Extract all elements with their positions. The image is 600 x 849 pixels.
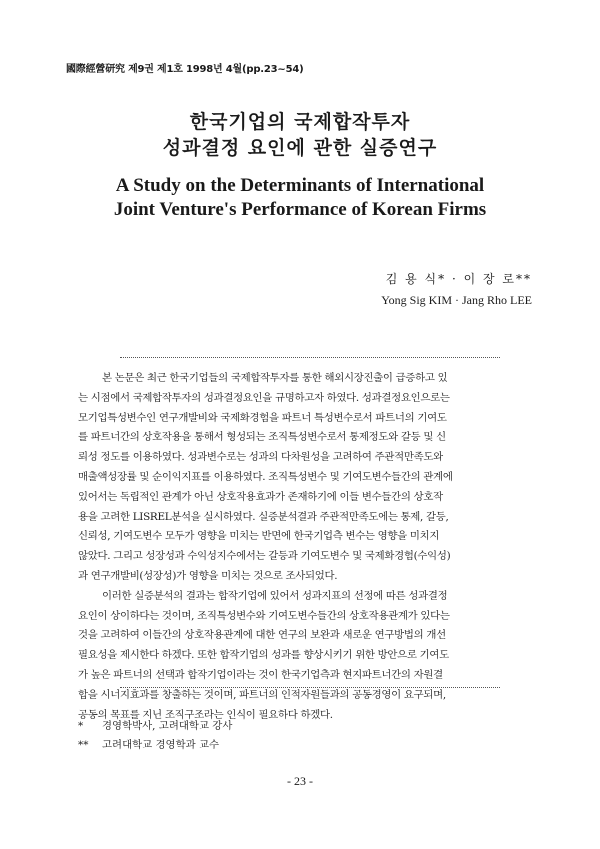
page-number: - 23 - (287, 774, 313, 788)
abstract-top-divider (120, 357, 500, 358)
footnote-mark: ** (78, 739, 89, 751)
journal-header: 國際經營研究 제9권 제1호 1998년 4월(pp.23~54) (66, 64, 304, 75)
korean-title-line-1: 한국기업의 국제합작투자 (189, 111, 411, 133)
abstract-line: 않았다. 그리고 성장성과 수익성지수에서는 갈등과 기여도변수 및 국제화경험(수익성) (78, 550, 451, 563)
abstract-line: 매출액성장률 및 순이익지표를 이용하였다. 조직특성변수 및 기여도변수들간의 관계에 (78, 470, 453, 483)
footnote-mark: * (78, 720, 84, 732)
abstract-line: 를 파트너간의 상호작용을 통해서 형성되는 조직특성변수로서 통제정도와 갈등 및 신 (78, 431, 446, 444)
abstract-line: 과 연구개발비(성장성)가 영향을 미치는 것으로 조사되었다. (78, 569, 338, 582)
abstract-line: 이러한 실증분석의 결과는 합작기업에 있어서 성과지표의 선정에 따른 성과결정 (102, 589, 448, 602)
abstract-line: 뢰성 정도를 이용하였다. 성과변수로는 성과의 다차원성을 고려하여 주관적만족도와 (78, 451, 443, 464)
abstract-line: 신뢰성, 기여도변수 모두가 영향을 미치는 반면에 한국기업측 변수는 영향을 미치지 (78, 530, 440, 543)
abstract-line: 는 시점에서 국제합작투자의 성과결정요인을 규명하고자 하였다. 성과결정요인으로는 (78, 391, 450, 404)
english-title-line-1: A Study on the Determinants of International (115, 175, 485, 196)
footnote (78, 717, 478, 736)
abstract-line: 공동의 목표를 지닌 조직구조라는 인식이 필요하다 하겠다. (78, 708, 333, 721)
footnotes (78, 717, 478, 755)
abstract-line: 용을 고려한 LISREL분석을 실시하였다. 실증분석결과 주관적만족도에는 통제, 갈등, (78, 510, 449, 523)
abstract-line: 있어서는 독립적인 관계가 아닌 상호작용효과가 존재하기에 이들 변수들간의 상호작 (78, 490, 443, 503)
footnote-text: 고려대학교 경영학과 교수 (102, 739, 220, 751)
korean-title-line-2: 성과결정 요인에 관한 실증연구 (162, 137, 438, 159)
footnote (78, 736, 478, 755)
abstract-line: 모기업특성변수인 연구개발비와 국제화경험을 파트너 특성변수로서 파트너의 기여도 (78, 411, 447, 424)
abstract-line: 요인이 상이하다는 것이며, 조직특성변수와 기여도변수들간의 상호작용관계가 있다는 (78, 609, 450, 622)
abstract-bottom-divider (120, 687, 500, 688)
abstract-line: 필요성을 제시한다 하겠다. 또한 합작기업의 성과를 향상시키기 위한 방안으로 기여도 (78, 649, 449, 662)
abstract-line: 합을 시너지효과를 창출하는 것이며, 파트너의 인적자원들과의 공동경영이 요구되며, (78, 688, 446, 701)
abstract-body (78, 369, 526, 725)
english-title-line-2: Joint Venture's Performance of Korean Firms (113, 199, 487, 220)
footnote-text: 경영학박사, 고려대학교 강사 (102, 720, 233, 732)
abstract-line: 가 높은 파트너의 선택과 합작기업이라는 것이 한국기업측과 현지파트너간의 자원결 (78, 668, 443, 681)
abstract-line: 것을 고려하여 이들간의 상호작용관계에 대한 연구의 보완과 새로운 연구방법의 개선 (78, 629, 446, 642)
authors-korean: 김 용 식* · 이 장 로** (385, 272, 532, 286)
authors-english: Yong Sig KIM · Jang Rho LEE (381, 293, 532, 307)
abstract-line: 본 논문은 최근 한국기업들의 국제합작투자를 통한 해외시장진출이 급증하고 있 (102, 372, 448, 384)
